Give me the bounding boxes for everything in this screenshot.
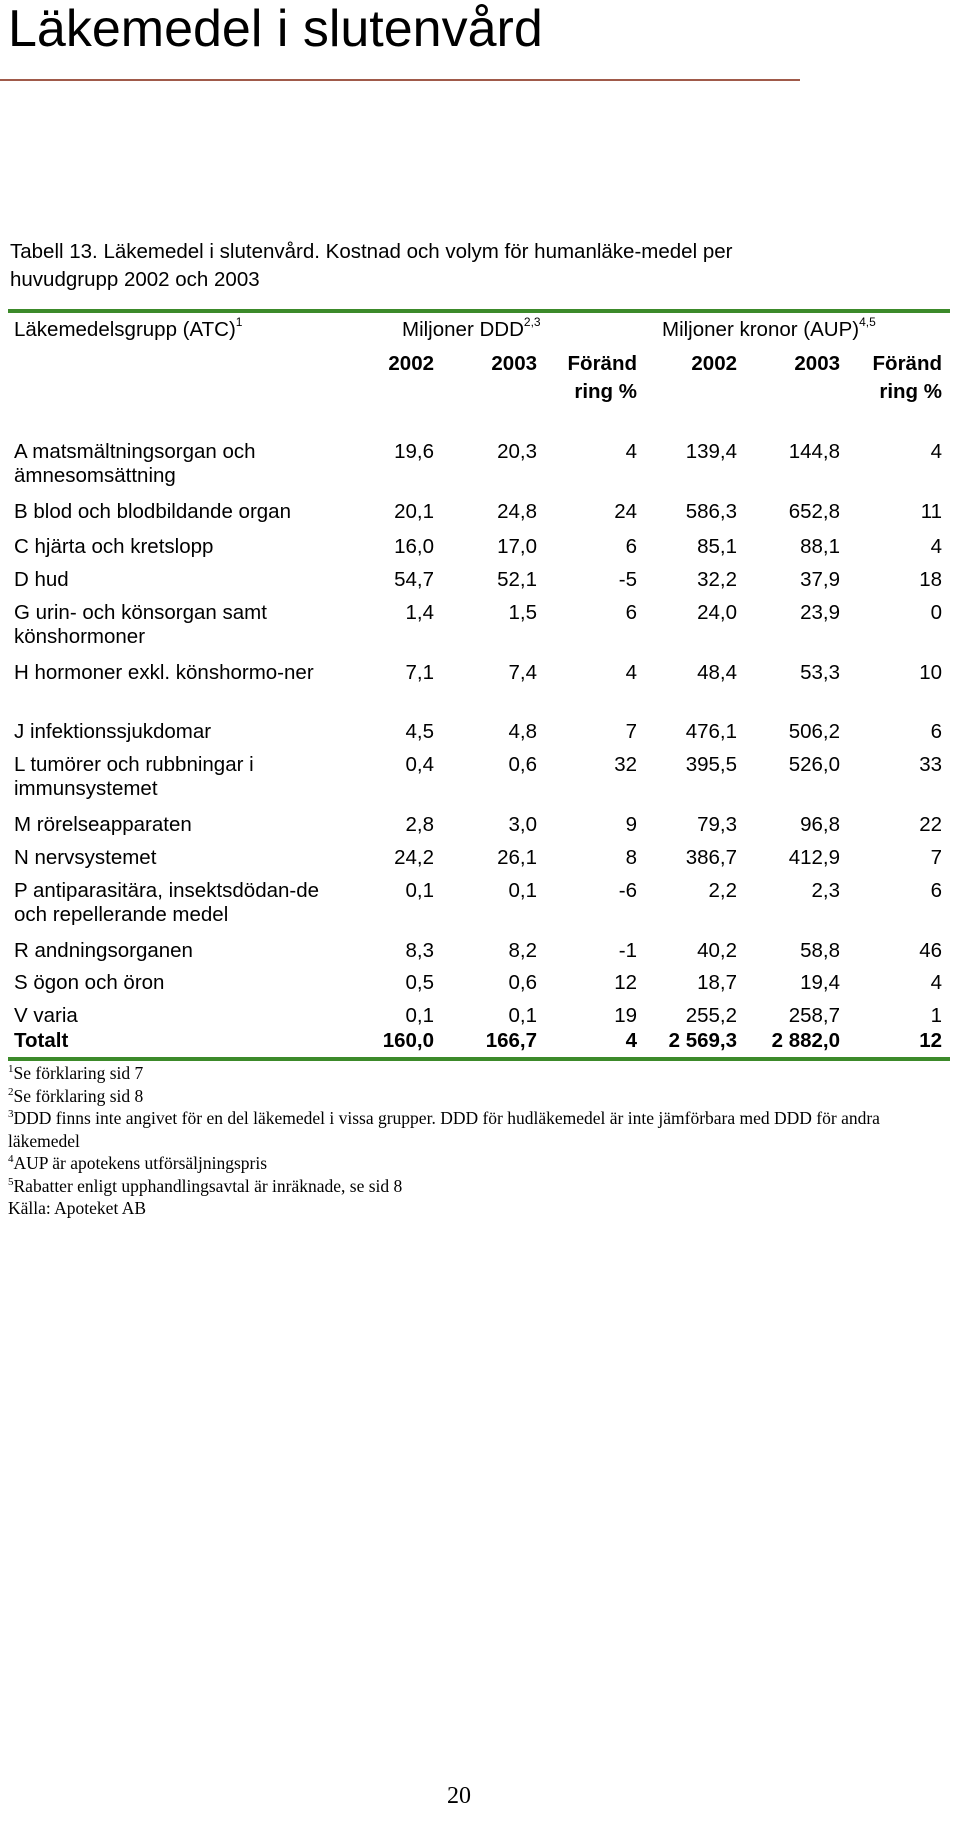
table-cell: -1 — [618, 939, 637, 962]
table-cell: 54,7 — [394, 568, 434, 591]
row-label: V varia — [14, 1004, 78, 1027]
table-cell: 24,8 — [497, 500, 537, 523]
footnote — [8, 1107, 908, 1152]
footnote-marker: 3 — [8, 1108, 14, 1120]
table-cell: 6 — [930, 720, 942, 743]
table-cell: 7,1 — [405, 661, 434, 684]
page-title: Läkemedel i slutenvård — [8, 0, 543, 58]
table-cell: 96,8 — [800, 813, 840, 836]
table-cell: 40,2 — [697, 939, 737, 962]
row-label: P antiparasitära, insektsdödan-de och repellerande medel — [14, 879, 320, 926]
table-cell: 32,2 — [697, 568, 737, 591]
column-header: 2003 — [794, 352, 840, 375]
table-cell: 24,2 — [394, 846, 434, 869]
table-cell: 53,3 — [800, 661, 840, 684]
table-cell: 12 — [614, 971, 637, 994]
table-cell: 258,7 — [788, 1004, 840, 1027]
table-cell: 12 — [919, 1029, 942, 1052]
total-label: Totalt — [14, 1029, 69, 1052]
sek-header-label: Miljoner kronor (AUP) — [662, 318, 860, 341]
table-cell: 11 — [920, 500, 942, 523]
table-caption: Tabell 13. Läkemedel i slutenvård. Kostnad och volym för humanläke-medel per huvudgrupp 2002 och 2003 — [10, 240, 733, 291]
table-cell: 52,1 — [497, 568, 537, 591]
footnote — [8, 1062, 908, 1085]
table-cell: 8,3 — [405, 939, 434, 962]
table-cell: 7,4 — [508, 661, 537, 684]
table-cell: 8 — [625, 846, 637, 869]
footnote-marker: 2 — [8, 1085, 14, 1098]
column-header: 2003 — [491, 352, 537, 375]
footnote-text: Källa: Apoteket AB — [8, 1198, 147, 1218]
table-cell: 526,0 — [788, 753, 840, 776]
column-header: 2002 — [691, 352, 737, 375]
row-label: C hjärta och kretslopp — [14, 535, 214, 558]
table-cell: 4,5 — [405, 720, 434, 743]
footnote — [8, 1085, 908, 1108]
table-cell: 6 — [625, 601, 637, 624]
table-cell: 18,7 — [697, 971, 737, 994]
table-cell: 386,7 — [685, 846, 737, 869]
table-cell: 4,8 — [508, 720, 537, 743]
table-cell: 3,0 — [508, 813, 537, 836]
table-bottom-rule — [8, 1057, 950, 1061]
table-cell: 506,2 — [788, 720, 840, 743]
table-cell: 4 — [930, 535, 942, 558]
table-cell: 6 — [930, 879, 942, 902]
column-header: Föränd ring % — [567, 352, 637, 403]
table-cell: 7 — [625, 720, 637, 743]
table-cell: 476,1 — [685, 720, 737, 743]
footnote-text: Se förklaring sid 8 — [13, 1085, 144, 1106]
table-cell: 652,8 — [788, 500, 840, 523]
table-cell: 0,6 — [508, 753, 537, 776]
page-number: 20 — [447, 1783, 471, 1809]
row-label: G urin- och könsorgan samt könshormoner — [14, 601, 267, 648]
group-header-sup: 1 — [235, 315, 243, 329]
table-cell: -6 — [618, 879, 637, 902]
footnotes — [8, 1062, 908, 1220]
sek-header — [662, 317, 876, 343]
footnote — [8, 1197, 908, 1220]
table-cell: 139,4 — [685, 440, 737, 463]
ddd-header-sup: 2,3 — [523, 315, 541, 329]
table-cell: 23,9 — [800, 601, 840, 624]
table-cell: 2,8 — [405, 813, 434, 836]
column-header: 2002 — [388, 352, 434, 375]
table-cell: 26,1 — [497, 846, 537, 869]
table-cell: 17,0 — [497, 535, 537, 558]
footnote-text: Rabatter enligt upphandlingsavtal är inräknade, se sid 8 — [13, 1175, 403, 1196]
table-cell: 7 — [930, 846, 942, 869]
footnote — [8, 1175, 908, 1198]
table-cell: 2 882,0 — [771, 1029, 840, 1052]
table-cell: 88,1 — [800, 535, 840, 558]
footnote-text: Se förklaring sid 7 — [13, 1063, 144, 1083]
table-cell: 0,1 — [405, 879, 434, 902]
table-top-rule — [8, 309, 950, 313]
table-cell: 19,4 — [800, 971, 840, 994]
footnote-marker: 5 — [8, 1175, 14, 1188]
table-cell: 1,4 — [405, 601, 434, 624]
column-header: Föränd ring % — [872, 352, 942, 403]
table-cell: 20,1 — [394, 500, 434, 523]
row-label: M rörelseapparaten — [14, 813, 192, 836]
table-cell: 4 — [930, 440, 942, 463]
table-cell: -5 — [618, 568, 637, 591]
title-divider — [0, 79, 800, 81]
table-cell: 24,0 — [697, 601, 737, 624]
table-cell: 1,5 — [508, 601, 537, 624]
table-cell: 0,5 — [405, 971, 434, 994]
footnote-text: DDD finns inte angivet för en del läkemedel i vissa grupper. DDD för hudläkemedel är inte jämförbara med DDD för andra läkemedel — [8, 1108, 880, 1151]
table-cell: 0,1 — [508, 1004, 537, 1027]
group-header — [14, 317, 242, 343]
table-cell: 395,5 — [685, 753, 737, 776]
footnote-marker: 1 — [8, 1063, 14, 1075]
table-cell: 0 — [930, 601, 942, 624]
table-cell: 58,8 — [800, 939, 840, 962]
table-cell: 1 — [930, 1004, 942, 1027]
table-cell: 160,0 — [382, 1029, 434, 1052]
table-cell: 0,6 — [508, 971, 537, 994]
table-cell: 79,3 — [697, 813, 737, 836]
table-cell: 8,2 — [508, 939, 537, 962]
table-cell: 9 — [625, 813, 637, 836]
table-cell: 48,4 — [697, 661, 737, 684]
table-cell: 20,3 — [497, 440, 537, 463]
table-cell: 6 — [625, 535, 637, 558]
table-cell: 33 — [919, 753, 942, 776]
sek-header-sup: 4,5 — [859, 315, 876, 329]
table-cell: 166,7 — [485, 1029, 537, 1052]
row-label: B blod och blodbildande organ — [14, 500, 291, 523]
row-label: S ögon och öron — [14, 971, 165, 994]
table-cell: 18 — [919, 568, 942, 591]
table-cell: 4 — [625, 440, 637, 463]
table-cell: 255,2 — [685, 1004, 737, 1027]
table-cell: 22 — [919, 813, 942, 836]
table-cell: 4 — [625, 1029, 637, 1052]
table-cell: 144,8 — [788, 440, 840, 463]
row-label: N nervsystemet — [14, 846, 157, 869]
table-cell: 2,3 — [811, 879, 840, 902]
table-cell: 2,2 — [708, 879, 737, 902]
table-cell: 16,0 — [394, 535, 434, 558]
table-cell: 24 — [614, 500, 637, 523]
table-cell: 32 — [614, 753, 637, 776]
table-cell: 412,9 — [788, 846, 840, 869]
table-cell: 85,1 — [697, 535, 737, 558]
footnote-text: AUP är apotekens utförsäljningspris — [13, 1153, 268, 1173]
row-label: L tumörer och rubbningar i immunsystemet — [14, 753, 254, 800]
table-cell: 586,3 — [685, 500, 737, 523]
row-label: A matsmältningsorgan och ämnesomsättning — [14, 440, 256, 487]
table-cell: 37,9 — [800, 568, 840, 591]
footnote-marker: 4 — [8, 1153, 14, 1165]
table-cell: 2 569,3 — [668, 1029, 737, 1052]
row-label: H hormoner exkl. könshormo-ner — [14, 661, 314, 684]
table-cell: 4 — [930, 971, 942, 994]
table-cell: 0,1 — [508, 879, 537, 902]
ddd-header-label: Miljoner DDD — [402, 318, 524, 341]
row-label: J infektionssjukdomar — [14, 720, 212, 743]
row-label: R andningsorganen — [14, 939, 193, 962]
footnote — [8, 1152, 908, 1175]
table-cell: 46 — [919, 939, 942, 962]
ddd-header — [402, 317, 541, 343]
table-cell: 0,4 — [405, 753, 434, 776]
table-cell: 10 — [919, 661, 942, 684]
table-cell: 0,1 — [405, 1004, 434, 1027]
table-cell: 4 — [625, 661, 637, 684]
row-label: D hud — [14, 568, 69, 591]
table-cell: 19 — [614, 1004, 637, 1027]
group-header-label: Läkemedelsgrupp (ATC) — [14, 318, 236, 341]
table-cell: 19,6 — [394, 440, 434, 463]
